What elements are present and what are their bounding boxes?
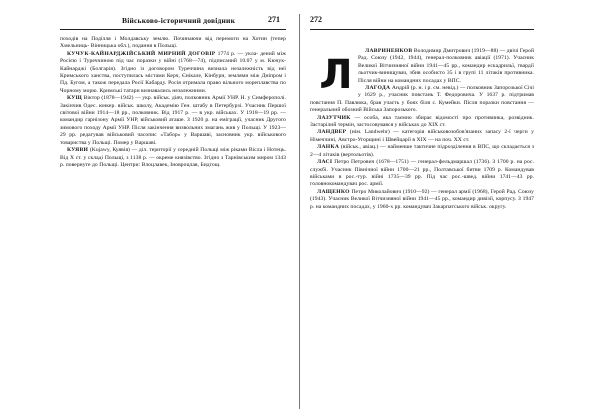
entry-headword: ЛАСІ (317, 159, 333, 166)
running-title: Військово-історичний довідник (122, 16, 236, 25)
section-letter: Л (319, 52, 353, 98)
entry-headword: ЛАНДВЕР (317, 129, 347, 136)
entry (60, 51, 286, 95)
entry (60, 95, 286, 147)
entry-body: (Kujawy, Куявія) — діл. території у середній Польщі між ріками Вісла і Нотець. Від X ст. у складі Польщі, з 1138 р. — окреме князівство. Згідно з Тарнівським миром 1343 р. повернуте до Польщі. Центри: Влоцлавек, Іновроцлав, Бидгощ. (60, 147, 286, 168)
entry-headword: КУЧУК-КАЙНАРДЖІЙСЬКИЙ МИРНИЙ ДОГОВІР (67, 50, 216, 57)
entry-body: Віктор (1878—1942) — укр. військ. діяч, полковник Армії УНР. Н. у Симферополі. Закінчив Одес. юнкер. військ. школу, Академію Ген. штабу в Петербурзі. Учасник Першої світової війни 1914—18 рр., полковник. Від 1917 р. — в укр. військах. У 1918—19 рр. — командир гарнізону Армії УНР, військовий аташе. З 1920 р. на еміграції, учасник Другого зимового походу Армії УНР. Після закінчення визвольних змагань жив у Польщі. У 1923—29 рр. редагував військовий часопис «Табор» у Варшаві, засновник укр. військового товариства у Польщі. Помер у Варшаві. (60, 95, 286, 146)
entry-headword: ЛАГОДА (365, 85, 391, 92)
right-page-header (310, 13, 534, 30)
entry-headword: КУЩ (67, 95, 83, 102)
entry-headword: КУЯВИ (67, 147, 89, 154)
entry-headword: ЛАНКА (317, 144, 340, 151)
page-number-left: 271 (268, 15, 280, 24)
entry-headword: ЛАЗУТЧИК (317, 114, 351, 121)
entry-body: 1774 р. — укла- дений між Росією і Туреччиною під час поразки у війні (1768—74), підписаний 10.07 у м. Кючук-Кайнарджі (Болгарія). Згідно із договором Туреччина визнала незалежність від неї Кримського ханства, поступилась містами Керч, Єнікале, Кінбурн, землями між Дніпром і Пд. Бугом, а також передала Росії Кабарду. Росія отримала право вільного мореплавства по Чорному морю. Кримські татари визнавались незалежними. (60, 50, 286, 94)
entry-headword: ЛАВРИНЕНКОВ (365, 48, 413, 54)
entry (310, 129, 534, 144)
entry-body: — особа, яка таємно збирає відомості про противника, розвідник. Застарілий термін, застосовувався у військах до XIX ст. (310, 114, 534, 129)
entry-continued: походів на Поділля і Молдавську землю. Починаючи від перемоги на Хотин (тепер Хмельниць- Вінницька обл.), подання в Польщі. (60, 36, 286, 50)
entry-body: (військ., авіац.) — найменше тактичне підрозділення в ВПС, що складається з 2—4 літаків (вертольотів). (310, 144, 534, 158)
entry-body: Володимир Дмитрович (1919—88) — двічі Герой Рад. Союзу (1942, 1944), генерал-полковник авіації (1971). Учасник Великої Вітчизняної війни 1941—45 рр., командир ескадрильї, гвардії льотчик-винищувач, збив особисто 35 і в групі 11 літаків противника. Після війни на командних посадах у ВПС. (358, 48, 534, 84)
page-number-right: 272 (310, 15, 322, 24)
entry (310, 144, 534, 159)
entry-body: (нім. Landwehr) — категорія військовозобов'язаних запасу 2-ї черги у Німеччині, Австро-Угорщині і Швейцарії в XIX — на поч. XX ст. (310, 129, 534, 143)
right-page-text (310, 48, 534, 211)
right-page (300, 0, 600, 409)
left-page-text (60, 36, 286, 169)
entry (310, 189, 534, 211)
entry (60, 147, 286, 169)
entry (310, 159, 534, 189)
entry-body: Петро Миколайович (1910—92) — генерал армії (1968), Герой Рад. Союзу (1943). Учасник Великої Вітчизняної війни 1941—45 рр., командир дивізії, корпусу. З 1947 р. на командних посадах, у 1960-х рр. командувач Закарпатського військ. округу. (310, 188, 534, 210)
entry-headword: ЛАЩЕНКО (317, 188, 350, 195)
entry (310, 115, 534, 130)
left-page-header (60, 13, 286, 30)
entry-body: Петро Петрович (1678—1751) — генерал-фельдмаршал (1736). З 1700 р. на рос. службі. Учасник Північної війни 1700—21 рр., Полтавської битви 1709 р. Командував військами в рос.-тур. війні 1735—39 рр. Під час рос.-швед. війни 1741—43 рр. головнокомандувач рос. армії. (310, 159, 534, 188)
entry-body: Андрій (р. н. і р. см. невід.) — полковник Запорозької Січі у 1629 р., учасник повстань Т. Федоровича. У 1637 р. підтримав повстання П. Павлюка, брав участь у боях біля с. Кумейки. Після поразки повстання — генеральний обозний Війська Запорозького. (310, 85, 534, 114)
